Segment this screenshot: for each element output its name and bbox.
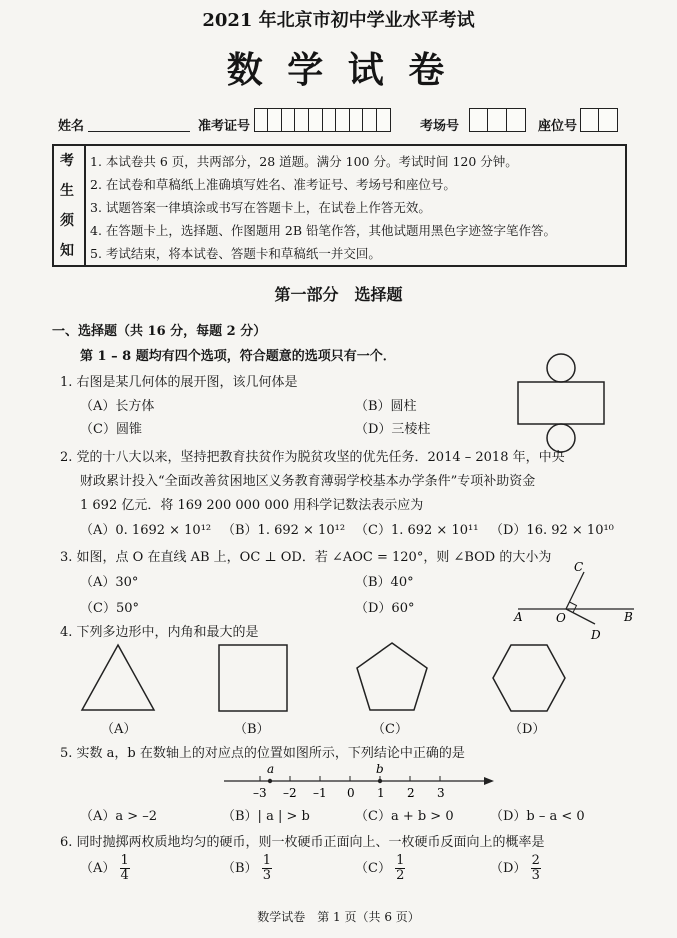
tick-label: 2 — [407, 786, 415, 800]
room-label: 考场号 — [420, 119, 460, 134]
q6-option-a — [80, 854, 130, 883]
q1-option-b: （B）圆柱 — [355, 399, 417, 414]
tick-label: –3 — [253, 786, 267, 800]
q6-option-label: （A） — [80, 861, 116, 876]
notice-side-char: 须 — [60, 213, 74, 229]
q1-option-a: （A）长方体 — [80, 399, 155, 414]
q5-stem: 5. 实数 a，b 在数轴上的对应点的位置如图所示，下列结论中正确的是 — [60, 746, 465, 761]
tick-label: –1 — [313, 786, 327, 800]
fraction-numerator: 2 — [531, 853, 540, 868]
q5-option-b: （B）| a | > b — [222, 809, 310, 824]
fraction-denominator: 3 — [262, 868, 271, 883]
room-number-boxes[interactable] — [470, 108, 526, 132]
q6-option-c — [355, 854, 405, 883]
q5-number-line — [220, 762, 500, 802]
exam-title: 2021 年北京市初中学业水平考试 — [202, 10, 475, 31]
label-o: O — [556, 611, 566, 625]
q6-option-b — [222, 854, 272, 883]
label-c: C — [574, 560, 584, 574]
fraction-denominator: 2 — [396, 868, 405, 883]
q3-option-c: （C）50° — [80, 601, 139, 616]
q2-option-a: （A）0. 1692 × 10¹² — [80, 523, 212, 538]
q3-angle-figure — [510, 560, 640, 646]
q4-stem: 4. 下列多边形中，内角和最大的是 — [60, 625, 259, 640]
label-d: D — [591, 628, 601, 642]
label-a: A — [514, 610, 523, 624]
q3-option-d: （D）60° — [355, 601, 415, 616]
fraction-numerator: 1 — [396, 853, 405, 868]
seat-number-boxes[interactable] — [581, 108, 618, 132]
part-title: 第一部分 选择题 — [274, 285, 403, 304]
q3-stem: 3. 如图，点 O 在直线 AB 上，OC ⊥ OD．若 ∠AOC = 120°，则 ∠BOD 的大小为 — [60, 550, 552, 565]
q5-option-d: （D）b – a < 0 — [490, 809, 585, 824]
q4-option-d: （D） — [509, 722, 546, 737]
ticket-label: 准考证号 — [198, 119, 251, 134]
point-b-marker — [378, 779, 382, 783]
q2-option-b: （B）1. 692 × 10¹² — [222, 523, 346, 538]
q4-option-c: （C） — [372, 722, 408, 737]
subject-title: 数 学 试 卷 — [226, 50, 451, 91]
q1-option-c: （C）圆锥 — [80, 422, 142, 437]
q4-triangle-figure — [78, 642, 158, 714]
notice-line: 4. 在答题卡上，选择题、作图题用 2B 铅笔作答，其他试题用黑色字迹签字笔作答。 — [90, 223, 556, 238]
q2-stem-line1: 2. 党的十八大以来，坚持把教育扶贫作为脱贫攻坚的优先任务．2014 – 2018 年，中央 — [60, 450, 565, 465]
name-field[interactable] — [88, 131, 190, 132]
tick-label: 0 — [347, 786, 355, 800]
notice-side-char: 生 — [60, 183, 74, 199]
point-a-label: a — [267, 762, 275, 776]
q5-option-a: （A）a > –2 — [80, 809, 158, 824]
q6-option-label: （D） — [490, 861, 527, 876]
fraction-denominator: 4 — [120, 868, 129, 883]
page-footer: 数学试卷 第 1 页（共 6 页） — [257, 910, 420, 924]
q5-option-c: （C）a + b > 0 — [355, 809, 454, 824]
q6-stem: 6. 同时抛掷两枚质地均匀的硬币，则一枚硬币正面向上、一枚硬币反面向上的概率是 — [60, 835, 545, 850]
fraction — [120, 854, 130, 883]
q6-option-label: （B） — [222, 861, 258, 876]
q3-option-b: （B）40° — [355, 575, 414, 590]
notice-side-label — [54, 146, 86, 265]
name-label: 姓名 — [58, 119, 85, 134]
tick-label: 3 — [437, 786, 445, 800]
notice-line: 1. 本试卷共 6 页，共两部分，28 道题。满分 100 分。考试时间 120 分钟。 — [90, 154, 518, 169]
q2-option-c: （C）1. 692 × 10¹¹ — [355, 523, 479, 538]
fraction — [262, 854, 272, 883]
q4-square-figure — [216, 642, 292, 714]
tick-label: 1 — [377, 786, 385, 800]
notice-line: 2. 在试卷和草稿纸上准确填写姓名、准考证号、考场号和座位号。 — [90, 177, 456, 192]
ticket-number-boxes[interactable] — [255, 108, 391, 132]
notice-side-char: 知 — [60, 243, 74, 259]
fraction-numerator: 1 — [120, 853, 129, 868]
notice-box — [52, 144, 627, 267]
fraction — [395, 854, 405, 883]
seat-label: 座位号 — [538, 119, 578, 134]
section-intro: 第 1 – 8 题均有四个选项，符合题意的选项只有一个． — [80, 349, 396, 364]
fraction-numerator: 1 — [262, 853, 271, 868]
point-a-marker — [268, 779, 272, 783]
fraction-denominator: 3 — [531, 868, 540, 883]
notice-side-char: 考 — [60, 153, 74, 169]
q2-stem-line3: 1 692 亿元．将 169 200 000 000 用科学记数法表示应为 — [80, 498, 424, 513]
tick-label: –2 — [283, 786, 297, 800]
fraction — [531, 854, 541, 883]
section-heading: 一、选择题（共 16 分，每题 2 分） — [52, 324, 267, 339]
point-b-label: b — [376, 762, 384, 776]
q1-option-d: （D）三棱柱 — [355, 422, 431, 437]
q2-stem-line2: 财政累计投入“全面改善贫困地区义务教育薄弱学校基本办学条件”专项补助资金 — [80, 474, 536, 489]
q6-option-d — [490, 854, 541, 883]
q2-option-d: （D）16. 92 × 10¹⁰ — [490, 523, 614, 538]
q1-stem: 1. 右图是某几何体的展开图，该几何体是 — [60, 375, 298, 390]
notice-line: 5. 考试结束，将本试卷、答题卡和草稿纸一并交回。 — [90, 246, 381, 261]
q4-option-b: （B） — [234, 722, 270, 737]
notice-line: 3. 试题答案一律填涂或书写在答题卡上，在试卷上作答无效。 — [90, 200, 431, 215]
q4-pentagon-figure — [354, 640, 430, 714]
q4-hexagon-figure — [490, 642, 568, 714]
q3-option-a: （A）30° — [80, 575, 139, 590]
label-b: B — [624, 610, 633, 624]
q4-option-a: （A） — [101, 722, 137, 737]
q6-option-label: （C） — [355, 861, 391, 876]
